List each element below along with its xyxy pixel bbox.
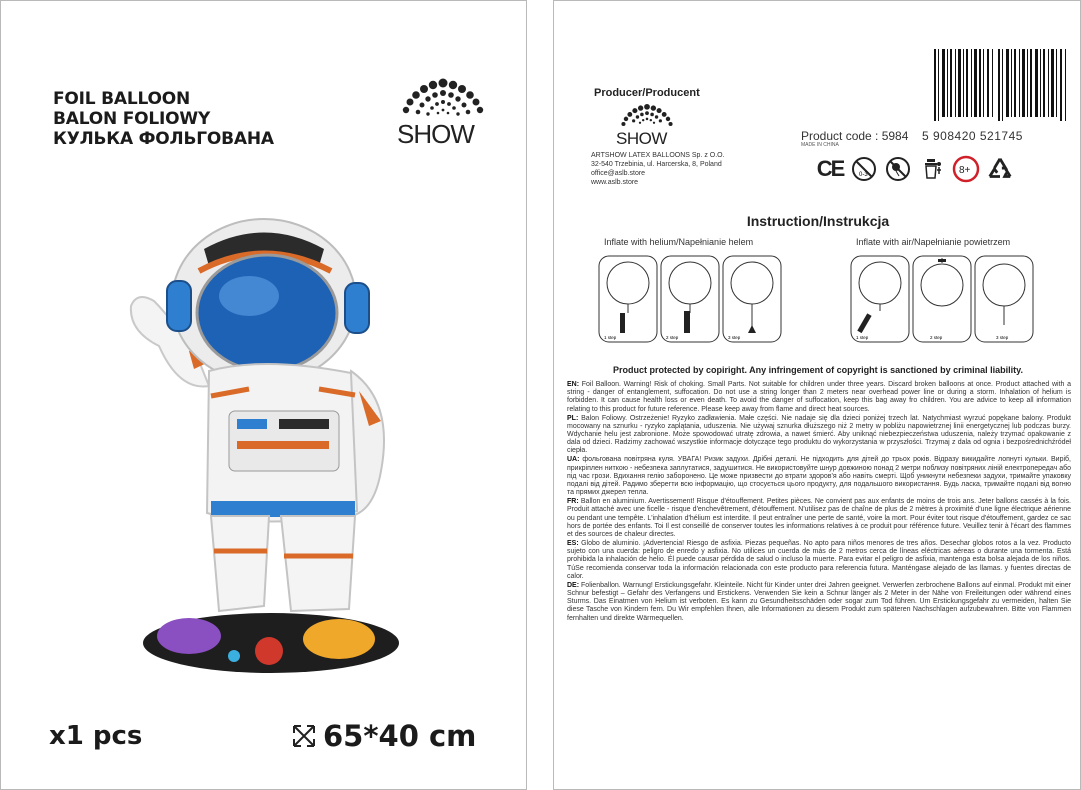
producer-heading: Producer/Producent [594,87,700,99]
brand-logo [397,77,489,147]
quantity-label: x1 pcs [49,721,143,751]
age-8-plus-icon [952,155,980,183]
barcode-image [932,49,1072,121]
step-label: 3 step [728,335,741,340]
address-line: ARTSHOW LATEX BALLOONS Sp. z O.O. [591,152,725,159]
safety-symbols [816,155,1014,183]
title-en: FOIL BALLOON [53,89,191,109]
producer-address [591,151,725,187]
made-in-label: MADE IN CHINA [801,142,839,148]
air-steps-diagram [850,255,1036,345]
dots-arc-icon [616,103,678,131]
size-label: 65*40 cm [323,719,477,753]
brand-word: SHOW [397,119,474,149]
helium-steps-diagram [598,255,784,345]
air-heading: Inflate with air/Napełnianie powietrzem [856,237,1011,247]
size-block [291,719,476,753]
brand-logo-small [616,103,678,149]
dots-arc-icon [397,77,489,121]
astronaut-balloon-image [119,211,409,683]
step-label: 1 step [856,335,869,340]
warning-paragraph: EN: Foil Balloon. Warning! Risk of choking. Small Parts. Not suitable for children under three years. Discard broken balloons at once. Product attached with a string - danger of entanglement, suffocation. Do not use a string longer than 2 meters near overhead power line or during a storm. Inhalation of helium is forbidden. It can cause health loss or even death. To avoid the danger of suffocation, keep this bag away fro children. You are advice to keep all information relating to this product for future reference. Please keep away from flame and direct heat sources. [567,381,1071,413]
warning-paragraph: DE: Folienballon. Warnung! Erstickungsgefahr. Kleinteile. Nicht für Kinder unter drei Jahren geeignet. Verwerfen zerbrochene Ballons auf einmal. Produkt mit einer Schnur befestigt – Gefahr des Verfangens und Erstickens. Verwenden Sie kein a Schnur länger als 2 Meter in der Nähe von Freileitungen oder während eines Sturms. Das Einatmen von Helium ist verboten. Es kann zu Gesundheitsschäden oder sogar zum Tod führen. Um Erstickungsgefahr zu vermeiden, halten Sie diese Tasche von Kindern fern. Du Wir empfehlen Ihnen, alle Informationen zu diesem Produkt zum späteren Nachschlagen aufzubewahren. Bitte von Flammen fernhalten und direkte Wärmequellen. [567,581,1071,622]
step-label: 1 step [604,335,617,340]
copyright-notice: Product protected by copiright. Any infringement of copyright is sanctioned by criminal liability. [612,365,1024,375]
svg-text:8+: 8+ [959,165,971,176]
title-ua: КУЛЬКА ФОЛЬГОВАНА [53,129,274,149]
address-line: office@aslb.store [591,170,646,177]
warning-paragraph: PL: Balon Foliowy. Ostrzeżenie! Ryzyko zadławienia. Małe części. Nie nadaje się dla dzieci poniżej trzech lat. Natychmiast wyrzuć popękane balony. Produkt mocowany na sznurku - ryzyko zaplątania, uduszenia. Nie używaj sznurka dłuższego niż 2 metry w pobliżu napowietrznej linii energetycznej lub podczas burzy. Wdychanie helu jest zabronione. Może spowodować utratę zdrowia, a nawet śmierć. Aby uniknąć niebezpieczeństwa uduszenia, należy trzymać opakowanie z dala od dzieci. Radzimy zachować wszystkie informacje dotyczące tego produktu do wykorzystania w przyszłości. Trzymaj z dala od ognia i bezpośrednichźródeł ciepła. [567,414,1071,455]
instruction-title: Instruction/Instrukcja [746,213,890,229]
product-code: Product code : 5984 [801,129,909,143]
svg-text:0-3: 0-3 [859,172,868,178]
warnings-text [567,381,1071,624]
ce-mark-icon: CE [816,156,844,181]
address-line: www.aslb.store [591,179,639,186]
step-label: 3 step [996,335,1009,340]
warning-paragraph: UA: фольгована повітряна куля. УВАГА! Ризик задухи. Дрібні деталі. Не підходить для дітей до трьох років. Відразу викидайте лопнуті кульки. Виріб, прикріплен ниткою - небезпека заплутатися, задушитися. Не використовуйте шнур довжиною понад 2 метри поблизу повітряних ліній електропередач або під час грози. Вдихання гелію заборонено. Це може призвести до втрати здоров'я або навіть смерті. Щоб уникнути небезпеки задухи, тримайте упаковку подалі від дітей. Радимо зберегти всю інформацію, що стосується цього продукту, для подальшого використання. Будь ласка, тримайте подалі від вогню та прямих джерел тепла. [567,456,1071,497]
step-label: 2 step [930,335,943,340]
resize-arrows-icon [291,723,317,749]
step-label: 2 step [666,335,679,340]
recycle-icon [986,155,1014,183]
product-titles [53,89,274,149]
no-children-balloon-icon [884,155,912,183]
brand-word-small: SHOW [616,129,667,148]
title-pl: BALON FOLIOWY [53,109,211,129]
helium-heading: Inflate with helium/Napełnianie helem [604,237,754,247]
warning-paragraph: FR: Ballon en aluminium. Avertissement! Risque d'étouffement. Petites pièces. Ne convient pas aux enfants de moins de trois ans. Jeter ballons cassés à la fois. Produit attaché avec une ficelle - risque d'enchevêtrement, d'étouffement. N'utilisez pas de chaîne de plus de 2 mètres à proximité d'une ligne électrique aérienne ou pendant une tempête. L'inhalation d'hélium est interdite. Il peut entraîner une perte de santé, voire la mort. Pour éviter tout risque d'étouffement, gardez ce sac hors de portée des enfants. Toi Il est conseillé de conserver toutes les informations relatives à ce produit pour référence future. Veuillez tenir à l'écart des flammes et des sources de chaleur directes. [567,498,1071,539]
address-line: 32-540 Trzebinia, ul. Harcerska, 8, Poland [591,161,722,168]
front-card-panel [0,0,527,790]
age-0-3-warning-icon [850,155,878,183]
warning-paragraph: ES: Globo de aluminio. ¡Advertencia! Riesgo de asfixia. Piezas pequeñas. No apto para niños menores de tres años. Desechar globos rotos a la vez. Producto sujeto con una cuerda: peligro de enredo y asfixia. No utilices un cuerda de más de 2 metros cerca de líneas eléctricas aéreas o durante una tormenta. Está prohibida la inhalación de helio. Él puede causar pérdida de salud o incluso la muerte. Para evitar el peligro de asfixia, mantenga esta bolsa alejada de los niños. TúSe recomienda conservar toda la información relacionada con este producto para referencia futura. Manténgase alejado de las llamas. y fuentes directas de calor. [567,540,1071,580]
back-card-panel [553,0,1081,790]
ean-number: 5 908420 521745 [922,129,1023,143]
bin-disposal-icon [918,155,946,183]
